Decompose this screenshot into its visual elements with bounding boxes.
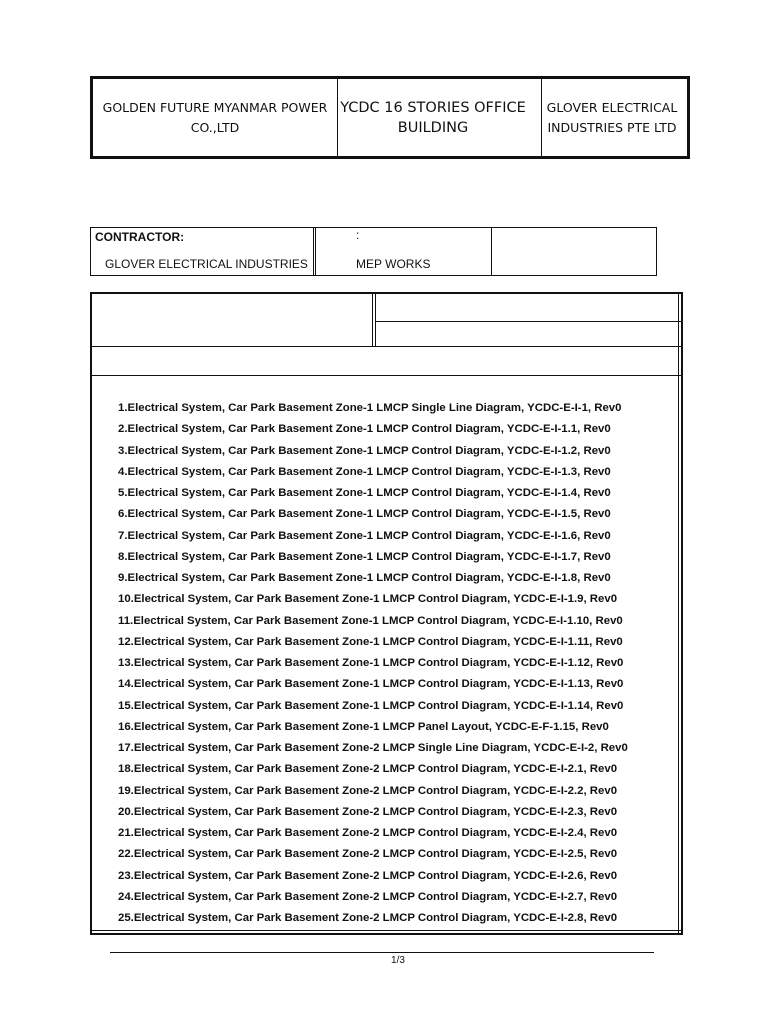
list-item: 8.Electrical System, Car Park Basement Zone-1 LMCP Control Diagram, YCDC-E-I-1.7, Rev0 [118, 550, 611, 563]
list-item: 3.Electrical System, Car Park Basement Zone-1 LMCP Control Diagram, YCDC-E-I-1.2, Rev0 [118, 444, 611, 457]
list-item: 9.Electrical System, Car Park Basement Zone-1 LMCP Control Diagram, YCDC-E-I-1.8, Rev0 [118, 572, 611, 584]
row-divider [92, 346, 681, 347]
list-item: 20.Electrical System, Car Park Basement Zone-2 LMCP Control Diagram, YCDC-E-I-2.3, Rev0 [118, 805, 618, 818]
list-item: 18.Electrical System, Car Park Basement Zone-2 LMCP Control Diagram, YCDC-E-I-2.1, Rev0 [118, 763, 618, 776]
list-item: 22.Electrical System, Car Park Basement Zone-2 LMCP Control Diagram, YCDC-E-I-2.5, Rev0 [118, 848, 618, 861]
list-item: 14.Electrical System, Car Park Basement Zone-1 LMCP Control Diagram, YCDC-E-I-1.13, Rev0 [118, 678, 624, 691]
contractor-cell [91, 228, 314, 275]
empty-cell [490, 228, 656, 275]
list-item: 19.Electrical System, Car Park Basement Zone-2 LMCP Control Diagram, YCDC-E-I-2.2, Rev0 [118, 784, 618, 797]
right-border-line [678, 294, 679, 933]
company-name: GLOVER ELECTRICAL INDUSTRIES PTE LTD [546, 99, 678, 135]
list-item: 11.Electrical System, Car Park Basement Zone-1 LMCP Control Diagram, YCDC-E-I-1.10, Rev0 [118, 614, 623, 627]
list-item: 12.Electrical System, Car Park Basement Zone-1 LMCP Control Diagram, YCDC-E-I-1.11, Rev0 [118, 635, 623, 648]
list-item: 4.Electrical System, Car Park Basement Zone-1 LMCP Control Diagram, YCDC-E-I-1.3, Rev0 [118, 465, 611, 478]
list-item: 2.Electrical System, Car Park Basement Zone-1 LMCP Control Diagram, YCDC-E-I-1.1, Rev0 [118, 423, 611, 436]
project-name: YCDC 16 STORIES OFFICE BUILDING [325, 79, 542, 156]
works-colon: : [356, 228, 360, 242]
list-item: 25.Electrical System, Car Park Basement Zone-2 LMCP Control Diagram, YCDC-E-I-2.8, Rev0 [118, 912, 618, 924]
document-list-table [90, 292, 683, 935]
footer-rule [110, 952, 654, 953]
column-divider [372, 294, 373, 346]
contractor-table [90, 227, 657, 276]
contractor-label: CONTRACTOR: [95, 230, 185, 244]
works-type: MEP WORKS [356, 257, 431, 271]
document-list [118, 401, 628, 932]
column-divider [375, 294, 376, 346]
list-item: 17.Electrical System, Car Park Basement Zone-2 LMCP Single Line Diagram, YCDC-E-I-2, Rev0 [118, 742, 628, 754]
list-item: 24.Electrical System, Car Park Basement Zone-2 LMCP Control Diagram, YCDC-E-I-2.7, Rev0 [118, 890, 618, 903]
list-item: 16.Electrical System, Car Park Basement Zone-1 LMCP Panel Layout, YCDC-E-F-1.15, Rev0 [118, 720, 609, 733]
list-item: 21.Electrical System, Car Park Basement Zone-2 LMCP Control Diagram, YCDC-E-I-2.4, Rev0 [118, 827, 618, 839]
list-item: 13.Electrical System, Car Park Basement Zone-1 LMCP Control Diagram, YCDC-E-I-1.12, Rev0 [118, 657, 624, 669]
header-table [90, 76, 690, 159]
page-number: 1/3 [391, 955, 405, 966]
list-item: 10.Electrical System, Car Park Basement Zone-1 LMCP Control Diagram, YCDC-E-I-1.9, Rev0 [118, 593, 618, 606]
works-cell [315, 228, 492, 275]
list-item: 7.Electrical System, Car Park Basement Zone-1 LMCP Control Diagram, YCDC-E-I-1.6, Rev0 [118, 529, 611, 542]
list-item: 5.Electrical System, Car Park Basement Zone-1 LMCP Control Diagram, YCDC-E-I-1.4, Rev0 [118, 487, 611, 499]
row-divider [92, 375, 681, 376]
list-item: 6.Electrical System, Car Park Basement Zone-1 LMCP Control Diagram, YCDC-E-I-1.5, Rev0 [118, 508, 611, 521]
list-item: 1.Electrical System, Car Park Basement Zone-1 LMCP Single Line Diagram, YCDC-E-I-1, Rev0 [118, 402, 622, 414]
contractor-name: GLOVER ELECTRICAL INDUSTRIES [105, 257, 308, 271]
list-item: 15.Electrical System, Car Park Basement Zone-1 LMCP Control Diagram, YCDC-E-I-1.14, Rev0 [118, 699, 624, 712]
row-divider [375, 321, 681, 322]
list-item: 23.Electrical System, Car Park Basement Zone-2 LMCP Control Diagram, YCDC-E-I-2.6, Rev0 [118, 869, 618, 882]
client-name: GOLDEN FUTURE MYANMAR POWER CO.,LTD [93, 79, 338, 156]
